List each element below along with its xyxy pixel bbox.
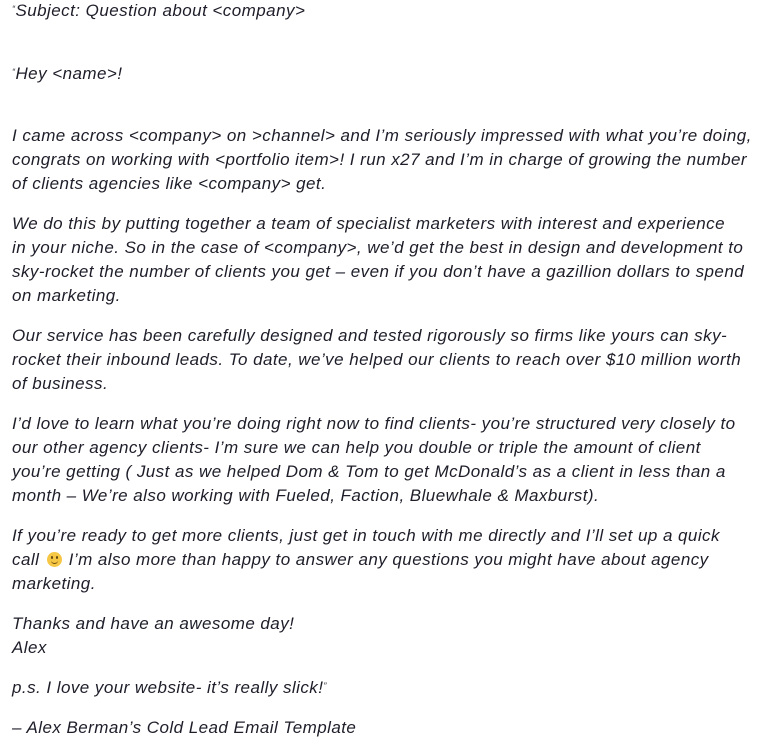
subject-line [12,0,755,23]
text-line: sky-rocket the number of clients you get – even if you don’t have a gazillion dollars to spend [12,262,745,281]
text-line: of business. [12,374,109,393]
text-line: rocket their inbound leads. To date, we’ve helped our clients to reach over $10 million worth [12,350,742,369]
text-line: month – We’re also working with Fueled, Faction, Bluewhale & Maxburst). [12,486,600,505]
signoff [12,612,755,660]
paragraph-approach [12,212,755,308]
postscript [12,676,755,700]
attribution-text: – Alex Berman’s Cold Lead Email Template [12,718,357,737]
text-line: of clients agencies like <company> get. [12,174,327,193]
thanks-line: Thanks and have an awesome day! [12,614,295,633]
paragraph-call-to-action [12,524,755,596]
text-segment: I’m also more than happy to answer any questions you might have about agency [63,550,709,569]
text-line: We do this by putting together a team of specialist marketers with interest and experience [12,214,725,233]
postscript-text: p.s. I love your website- it’s really slick! [12,678,324,697]
paragraph-pitch [12,412,755,508]
paragraph-service [12,324,755,396]
text-line: I’d love to learn what you’re doing right now to find clients- you’re structured very closely to [12,414,736,433]
text-line: on marketing. [12,286,121,305]
signature-name: Alex [12,638,47,657]
text-line: in your niche. So in the case of <company>, we’d get the best in design and development to [12,238,744,257]
close-quote: ” [323,681,327,691]
greeting-text: Hey <name>! [15,64,123,83]
text-line [12,548,755,572]
text-line: Our service has been carefully designed and tested rigorously so firms like yours can sky- [12,326,728,345]
open-quote: “ [12,67,16,77]
text-line: you’re getting ( Just as we helped Dom & Tom to get McDonald’s as a client in less than a [12,462,726,481]
text-line: marketing. [12,574,96,593]
open-quote: “ [12,4,16,14]
greeting [12,62,755,86]
paragraph-intro [12,124,755,196]
subject-text: Subject: Question about <company> [15,1,306,20]
text-line: congrats on working with <portfolio item>! I run x27 and I’m in charge of growing the number [12,150,747,169]
text-line: our other agency clients- I’m sure we can help you double or triple the amount of client [12,438,701,457]
text-line: If you’re ready to get more clients, just get in touch with me directly and I’ll set up a quick [12,526,720,545]
attribution [12,716,755,740]
text-segment: call [12,550,40,569]
smiley-emoji-icon [47,552,62,567]
text-line: I came across <company> on >channel> and I’m seriously impressed with what you’re doing, [12,126,752,145]
